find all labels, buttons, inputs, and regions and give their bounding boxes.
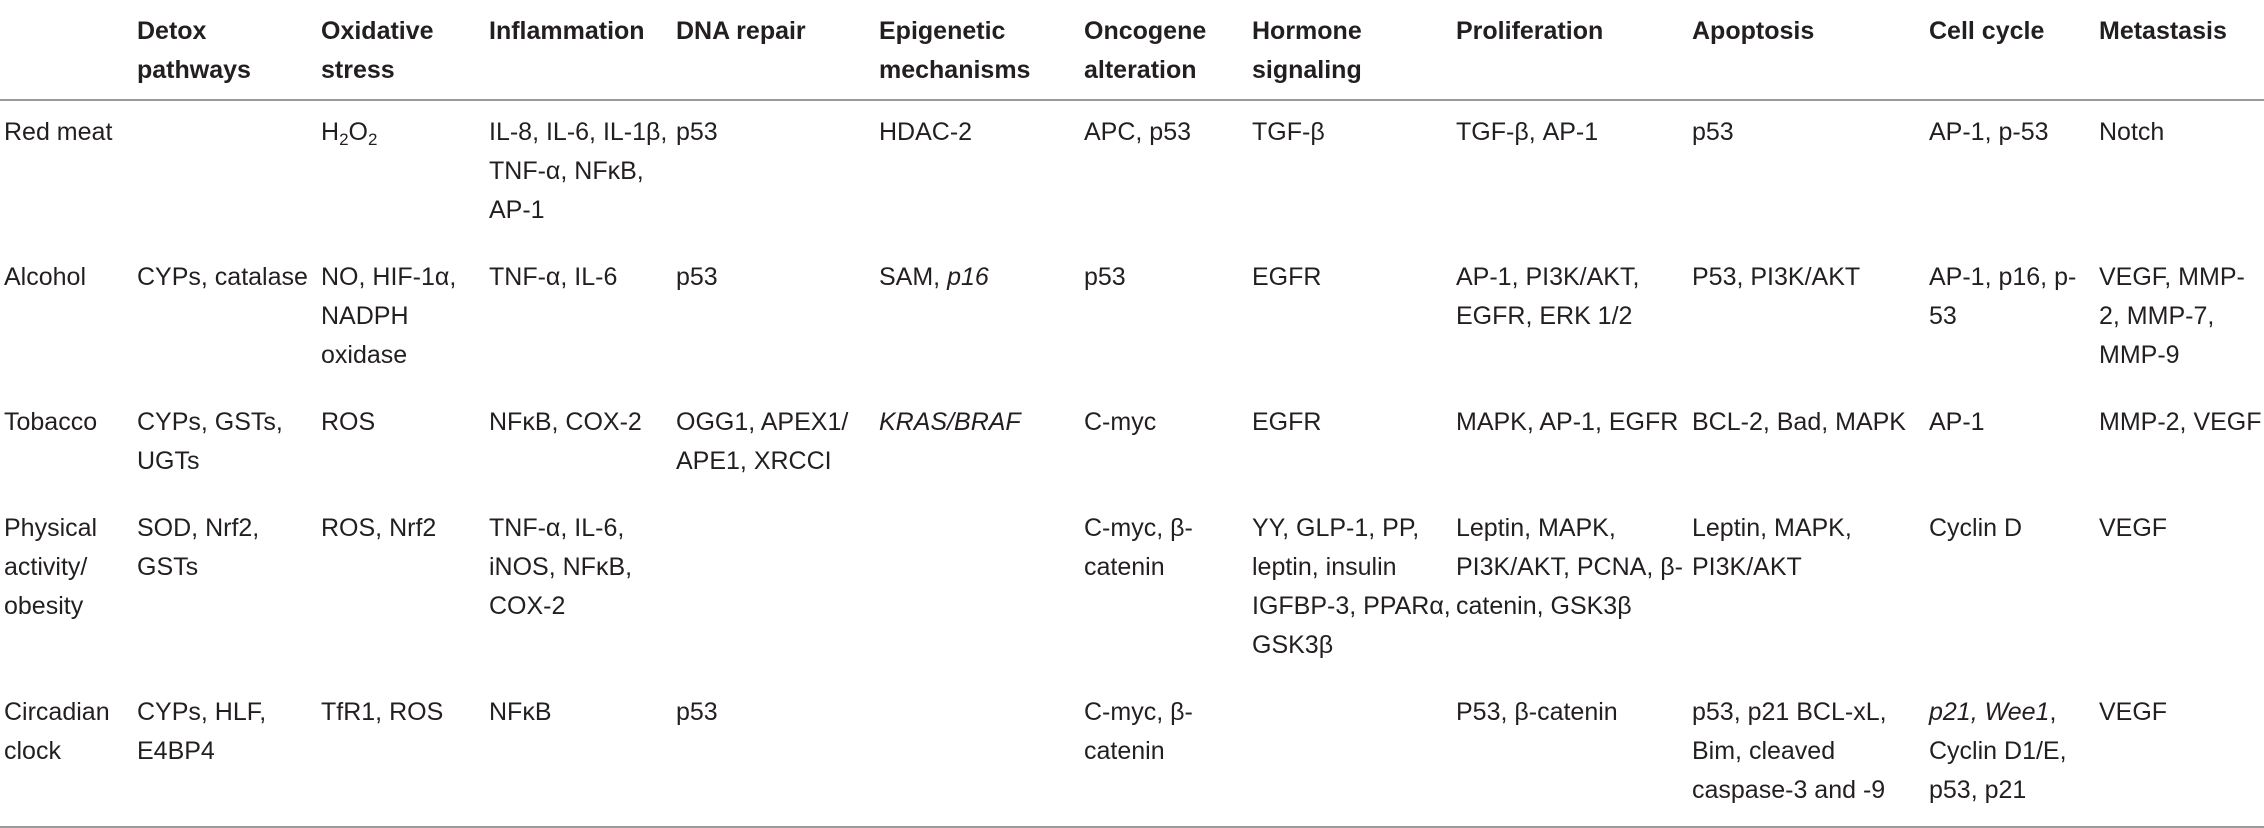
header-cell-apoptosis: Apoptosis (1692, 0, 1929, 100)
header-cell-hormone: Hormone signaling (1252, 0, 1456, 100)
oncogene-cell: C-myc (1084, 408, 1157, 436)
epigenetic-cell (879, 246, 1084, 391)
dna-repair-cell: p53 (676, 681, 879, 827)
detox-cell: CYPs, GSTs, UGTs (137, 408, 283, 475)
header-row (0, 0, 2264, 100)
cell-cycle-cell (1929, 681, 2099, 827)
row-label-cell: Red meat (4, 118, 113, 146)
header-cell-oncogene: Oncogene alteration (1084, 0, 1252, 100)
formula-subscript: 2 (367, 130, 378, 149)
cell-cycle-cell: AP-1 (1929, 408, 1985, 436)
apoptosis-cell: Leptin, MAPK, PI3K/AKT (1692, 514, 1852, 581)
dna-repair-cell (676, 497, 879, 681)
dna-repair-cell: OGG1, APEX1/ APE1, XRCCI (676, 408, 849, 475)
cell-cycle-cell: Cyclin D (1929, 514, 2023, 542)
detox-cell: CYPs, catalase (137, 263, 308, 291)
inflammation-cell: TNF-α, IL-6, iNOS, NFκB, COX-2 (489, 514, 633, 620)
hormone-cell: EGFR (1252, 408, 1322, 436)
detox-cell (137, 100, 321, 246)
row-label-cell: Tobacco (4, 408, 98, 436)
metastasis-cell: VEGF (2099, 681, 2264, 827)
oxidative-cell: NO, HIF-1α, NADPH oxidase (321, 263, 457, 369)
row-label-cell: Physical activity/ obesity (4, 514, 98, 620)
formula-text: O (348, 118, 368, 146)
table-row (0, 391, 2264, 497)
inflammation-cell: NFκB (489, 681, 676, 827)
apoptosis-cell: p53, p21 BCL-xL, Bim, cleaved caspase-3 and -9 (1692, 681, 1929, 827)
hormone-cell: TGF-β (1252, 118, 1325, 146)
header-cell-epigenetic: Epigenetic mechanisms (879, 0, 1084, 100)
cell-cycle-plain-text: , Cyclin D1/E, p53, p21 (1929, 698, 2067, 804)
dna-repair-cell: p53 (676, 263, 718, 291)
oncogene-cell: C-myc, β-catenin (1084, 514, 1193, 581)
cell-cycle-cell: AP-1, p16, p-53 (1929, 263, 2077, 330)
oncogene-cell: APC, p53 (1084, 118, 1192, 146)
proliferation-cell: AP-1, PI3K/AKT, EGFR, ERK 1/2 (1456, 263, 1640, 330)
apoptosis-cell: P53, PI3K/AKT (1692, 263, 1861, 291)
table-row (0, 246, 2264, 391)
metastasis-cell: VEGF, MMP-2, MMP-7, MMP-9 (2099, 263, 2245, 369)
table-row (0, 100, 2264, 246)
row-label-cell: Alcohol (4, 263, 86, 291)
apoptosis-cell: p53 (1692, 118, 1734, 146)
table-row (0, 497, 2264, 681)
formula-text: H (321, 118, 340, 146)
inflammation-cell: IL-8, IL-6, IL-1β, TNF-α, NFκB, AP-1 (489, 118, 668, 224)
metastasis-cell: VEGF (2099, 514, 2168, 542)
oxidative-cell (321, 100, 489, 246)
proliferation-cell: TGF-β, AP-1 (1456, 118, 1599, 146)
detox-cell: SOD, Nrf2, GSTs (137, 514, 260, 581)
header-cell-metastasis: Metastasis (2099, 0, 2264, 100)
cell-cycle-italic-text: p21, Wee1 (1929, 698, 2050, 726)
proliferation-cell: P53, β-catenin (1456, 681, 1692, 827)
detox-cell: CYPs, HLF, E4BP4 (137, 681, 321, 827)
header-cell-oxidative: Oxidative stress (321, 0, 489, 100)
row-label-cell: Circadian clock (0, 681, 137, 827)
hormone-cell: EGFR (1252, 263, 1322, 291)
cell-cycle-cell: AP-1, p-53 (1929, 118, 2049, 146)
header-cell-dna-repair: DNA repair (676, 0, 879, 100)
epigenetic-cell (879, 497, 1084, 681)
dna-repair-cell: p53 (676, 118, 718, 146)
header-cell-factor (0, 0, 137, 100)
epigenetic-cell (879, 681, 1084, 827)
oncogene-cell: C-myc, β-catenin (1084, 681, 1252, 827)
proliferation-cell: Leptin, MAPK, PI3K/AKT, PCNA, β-catenin, GSK3β (1456, 514, 1683, 620)
epigenetic-cell: KRAS/BRAF (879, 408, 1021, 436)
inflammation-cell: NFκB, COX-2 (489, 408, 642, 436)
proliferation-cell: MAPK, AP-1, EGFR (1456, 408, 1679, 436)
epigenetic-italic-text: p16 (947, 263, 989, 291)
oxidative-cell: ROS, Nrf2 (321, 514, 437, 542)
oxidative-cell: TfR1, ROS (321, 681, 489, 827)
hormone-cell: YY, GLP-1, PP, leptin, insulin IGFBP-3, PPARα, GSK3β (1252, 514, 1451, 659)
epigenetic-cell: HDAC-2 (879, 118, 973, 146)
hormone-cell (1252, 681, 1456, 827)
metastasis-cell: Notch (2099, 118, 2165, 146)
header-cell-detox: Detox pathways (137, 0, 321, 100)
formula-subscript: 2 (339, 130, 349, 149)
inflammation-cell: TNF-α, IL-6 (489, 263, 618, 291)
oxidative-cell: ROS (321, 408, 376, 436)
oncogene-cell: p53 (1084, 263, 1126, 291)
table-row (0, 681, 2264, 827)
header-cell-inflammation: Inflammation (489, 0, 676, 100)
header-cell-cell-cycle: Cell cycle (1929, 0, 2099, 100)
metastasis-cell: MMP-2, VEGF (2099, 408, 2262, 436)
header-cell-proliferation: Proliferation (1456, 0, 1692, 100)
apoptosis-cell: BCL-2, Bad, MAPK (1692, 408, 1906, 436)
epigenetic-plain-text: SAM, (879, 263, 948, 291)
